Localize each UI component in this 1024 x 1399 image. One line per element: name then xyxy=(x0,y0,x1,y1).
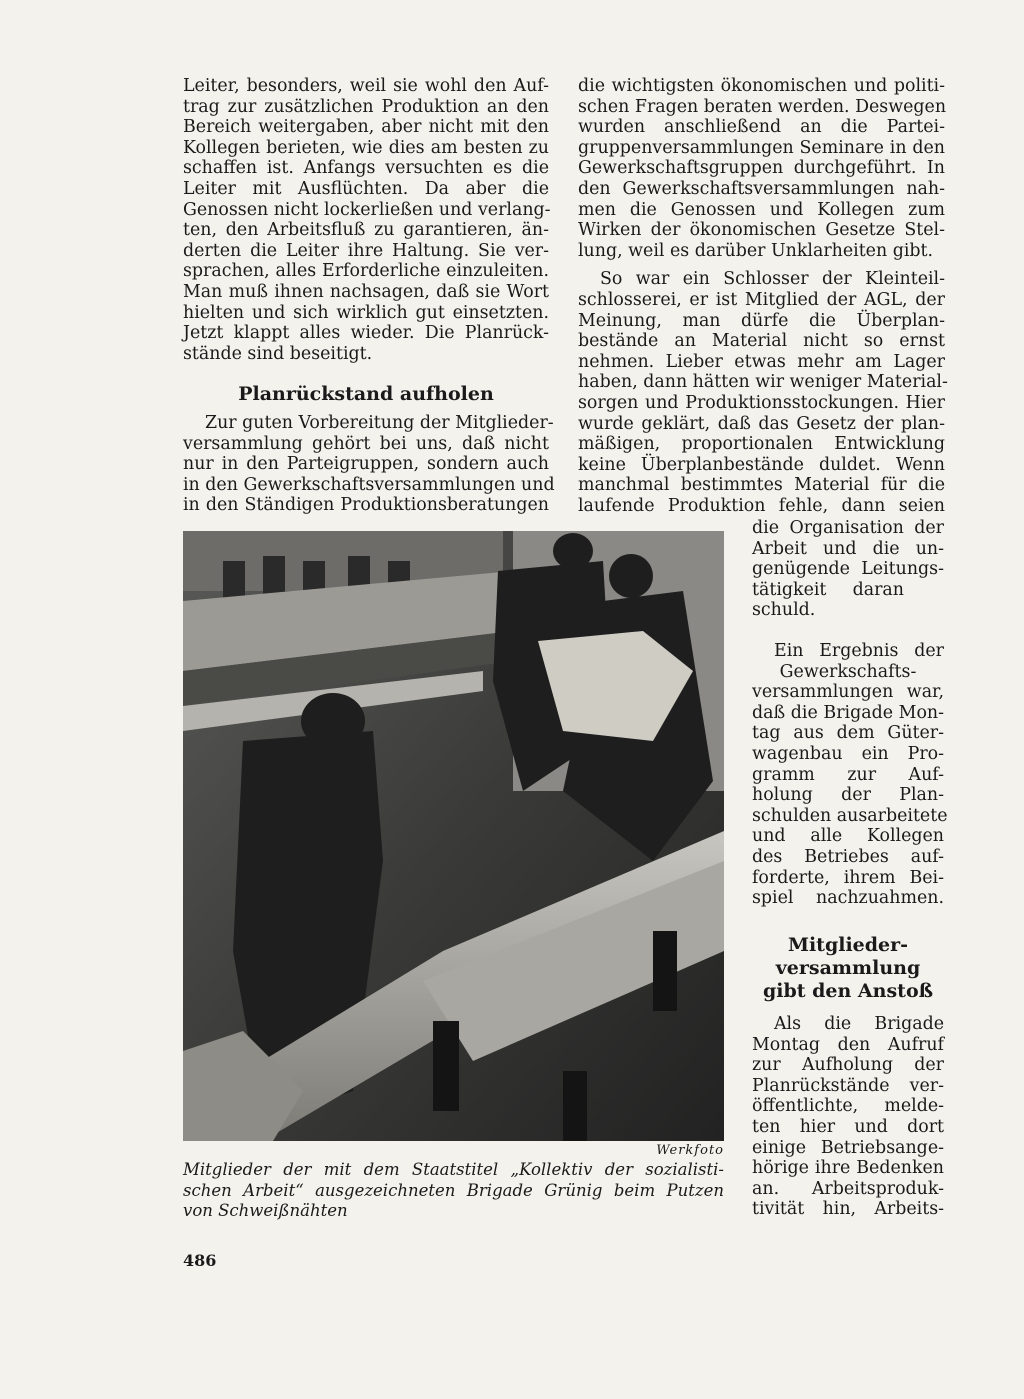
text-line: einige Betriebsange- xyxy=(752,1137,944,1158)
page-number: 486 xyxy=(183,1251,217,1270)
text-line: Planrückstände ver- xyxy=(752,1075,944,1096)
text-line: daß die Brigade Mon- xyxy=(752,702,944,723)
heading-line: Mitglieder- xyxy=(787,934,909,956)
text-line: gramm zur Auf- xyxy=(752,764,944,785)
caption-line: von Schweißnähten xyxy=(183,1201,348,1220)
text-line: schen Fragen beraten werden. Deswegen xyxy=(578,96,947,117)
heading-line: gibt den Anstoß xyxy=(762,980,934,1002)
text-line: Gewerkschafts- xyxy=(779,661,917,682)
text-line: ten hier und dort xyxy=(752,1116,944,1137)
text-line: Ein Ergebnis der xyxy=(774,640,944,661)
photo-credit: Werkfoto xyxy=(656,1143,724,1158)
text-line: men die Genossen und Kollegen zum xyxy=(578,199,945,220)
text-line: versammlungen war, xyxy=(752,682,944,703)
text-line: keine Überplanbestände duldet. Wenn xyxy=(578,454,945,475)
text-line: Meinung, man dürfe die Überplan- xyxy=(578,310,945,331)
text-line: Als die Brigade xyxy=(774,1014,944,1034)
text-line: tivität hin, Arbeits- xyxy=(752,1199,944,1220)
text-line: versammlung gehört bei uns, daß nicht xyxy=(183,433,549,454)
text-line: Kollegen berieten, wie dies am besten zu xyxy=(183,137,549,158)
text-line: tag aus dem Güter- xyxy=(752,723,944,744)
text-line: tätigkeit daran xyxy=(752,579,904,600)
text-line: lung, weil es darüber Unklarheiten gibt. xyxy=(578,240,934,261)
text-line: hielten und sich wirklich gut einsetzten. xyxy=(183,302,549,323)
text-line: wurden anschließend an die Partei- xyxy=(578,117,945,138)
text-line: schaffen ist. Anfangs versuchten es die xyxy=(183,158,549,179)
text-line: nehmen. Lieber etwas mehr am Lager xyxy=(578,351,945,372)
text-line: den Gewerkschaftsversammlungen nah- xyxy=(578,178,945,199)
text-line: stände sind beseitigt. xyxy=(183,343,373,364)
right-column-paragraph-4 xyxy=(752,1014,944,1220)
text-line: wagenbau ein Pro- xyxy=(752,743,944,764)
heading-line: versammlung xyxy=(775,957,921,979)
workshop-photo xyxy=(183,531,724,1141)
text-line: schlosserei, er ist Mitglied der AGL, der xyxy=(578,289,945,310)
text-line: haben, dann hätten wir weniger Material- xyxy=(578,372,948,393)
text-line: bestände an Material nicht so ernst xyxy=(578,331,945,352)
text-line: die Organisation der xyxy=(752,518,944,538)
text-line: öffentlichte, melde- xyxy=(752,1096,944,1117)
text-line: Bereich weitergaben, aber nicht mit den xyxy=(183,117,549,138)
right-column-paragraph-1 xyxy=(578,76,945,261)
text-line: laufende Produktion fehle, dann seien xyxy=(578,495,945,516)
text-line: Gewerkschaftsgruppen durchgeführt. In xyxy=(578,158,945,179)
right-column-paragraph-3 xyxy=(752,640,948,909)
left-column-paragraph-1 xyxy=(183,76,549,364)
caption-line: Mitglieder der mit dem Staatstitel „Kollektiv der sozialisti- xyxy=(183,1160,724,1179)
text-line: Genossen nicht lockerließen und verlang- xyxy=(183,199,551,220)
section-heading-mitgliederversammlung xyxy=(752,934,944,1003)
text-line: Jetzt klappt alles wieder. Die Planrück- xyxy=(183,323,549,344)
text-line: So war ein Schlosser der Kleinteil- xyxy=(600,269,945,290)
text-line: holung der Plan- xyxy=(752,785,944,806)
right-narrow-column xyxy=(752,518,948,909)
text-line: schulden ausarbeitete xyxy=(752,805,948,826)
text-line: die wichtigsten ökonomischen und politi- xyxy=(578,76,945,96)
text-line: Wirken der ökonomischen Gesetze Stel- xyxy=(578,220,945,241)
text-line: Montag den Aufruf xyxy=(752,1034,944,1055)
right-column xyxy=(578,76,948,516)
text-line: schuld. xyxy=(752,600,816,621)
text-line: ten, den Arbeitsfluß zu garantieren, än- xyxy=(183,220,549,241)
text-line: derten die Leiter ihre Haltung. Sie ver- xyxy=(183,240,549,261)
text-line: Leiter, besonders, weil sie wohl den Auf- xyxy=(183,76,549,96)
photo-caption xyxy=(183,1160,724,1222)
text-line: in den Gewerkschaftsversammlungen und xyxy=(183,474,555,495)
text-line: wurde geklärt, daß das Gesetz der plan- xyxy=(578,413,945,434)
right-column-paragraph-2-continued xyxy=(752,518,944,621)
text-line: hörige ihre Bedenken xyxy=(752,1158,944,1179)
text-line: des Betriebes auf- xyxy=(752,846,944,867)
text-line: gruppenversammlungen Seminare in den xyxy=(578,137,945,158)
text-line: sorgen und Produktionsstockungen. Hier xyxy=(578,392,945,413)
text-line: genügende Leitungs- xyxy=(752,559,944,580)
section-heading-planrueckstand: Planrückstand aufholen xyxy=(238,383,494,405)
text-line: und alle Kollegen xyxy=(752,826,944,847)
text-line: zur Aufholung der xyxy=(752,1055,944,1076)
text-line: Leiter mit Ausflüchten. Da aber die xyxy=(183,178,549,199)
left-column-paragraph-2 xyxy=(183,413,555,516)
text-line: manchmal bestimmtes Material für die xyxy=(578,475,945,496)
text-line: mäßigen, proportionalen Entwicklung xyxy=(578,434,945,455)
text-line: sprachen, alles Erforderliche einzuleiten. xyxy=(183,261,549,282)
text-line: nur in den Parteigruppen, sondern auch xyxy=(183,454,549,475)
text-line: spiel nachzuahmen. xyxy=(752,888,944,909)
caption-line: schen Arbeit“ ausgezeichneten Brigade Grünig beim Putzen xyxy=(183,1180,724,1200)
text-line: Zur guten Vorbereitung der Mitglieder- xyxy=(205,413,554,433)
text-line: in den Ständigen Produktionsberatungen xyxy=(183,495,549,516)
photo-illustration xyxy=(183,531,724,1141)
text-line: Man muß ihnen nachsagen, daß sie Wort xyxy=(183,281,549,302)
text-line: an. Arbeitsproduk- xyxy=(752,1178,944,1199)
text-line: trag zur zusätzlichen Produktion an den xyxy=(183,96,549,117)
text-line: forderte, ihrem Bei- xyxy=(752,867,944,888)
text-line: Arbeit und die un- xyxy=(752,538,944,559)
right-column-paragraph-2 xyxy=(578,269,948,516)
